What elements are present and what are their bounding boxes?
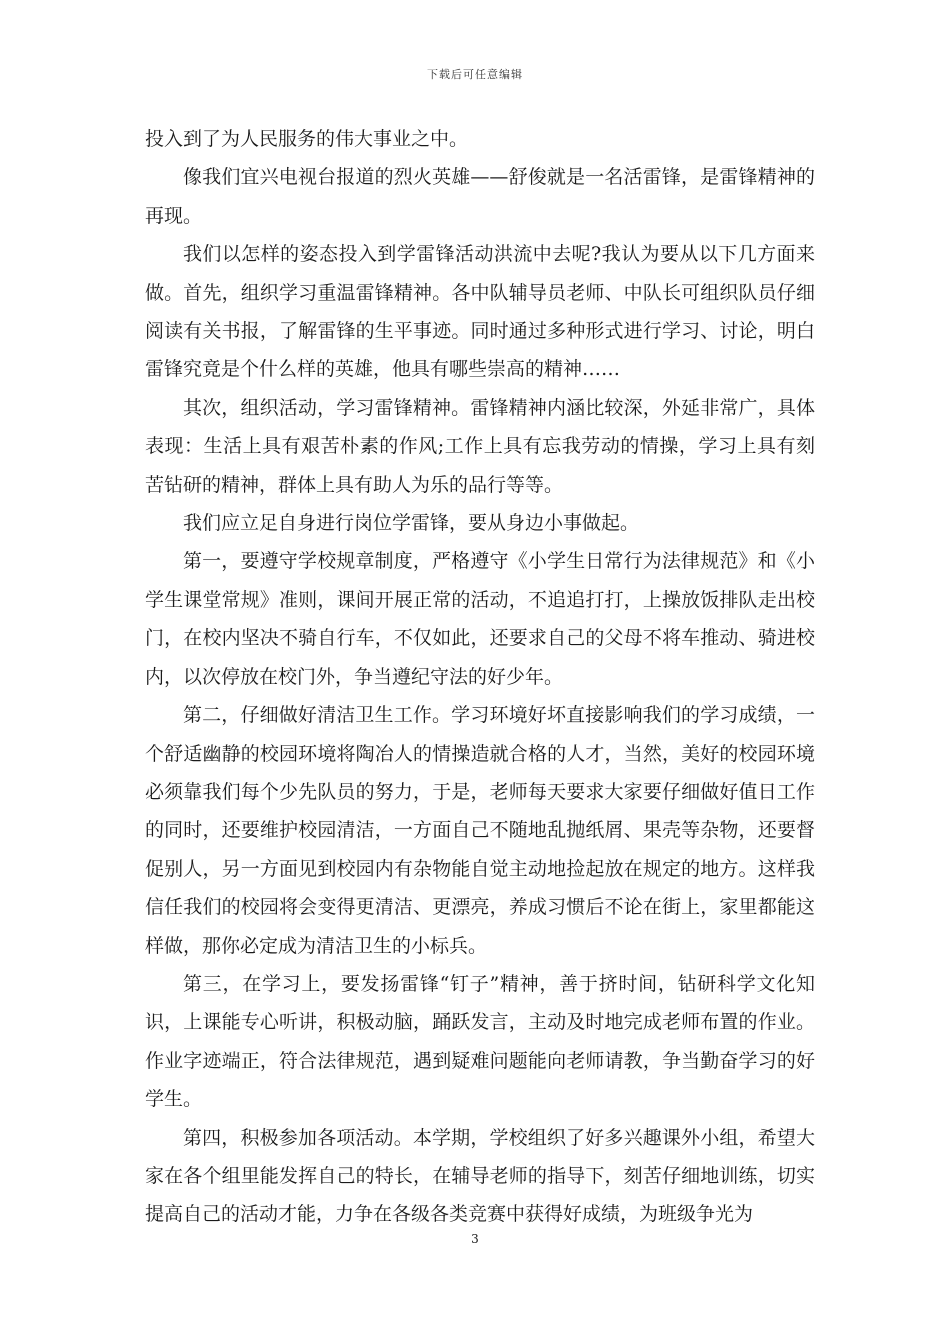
paragraph: 第一，要遵守学校规章制度，严格遵守《小学生日常行为法律规范》和《小学生课堂常规》准则，课间开展正常的活动，不追追打打，上操放饭排队走出校门，在校内坚决不骑自行车，不仅如此，还要求自己的父母不将车推动、骑进校内，以次停放在校门外，争当遵纪守法的好少年。 bbox=[145, 550, 815, 688]
paragraph: 像我们宜兴电视台报道的烈火英雄——舒俊就是一名活雷锋，是雷锋精神的再现。 bbox=[145, 166, 815, 227]
paragraph: 第三，在学习上，要发扬雷锋“钉子”精神，善于挤时间，钻研科学文化知识，上课能专心听讲，积极动脑，踊跃发言，主动及时地完成老师布置的作业。作业字迹端正，符合法律规范，遇到疑难问题能向老师请教，争当勤奋学习的好学生。 bbox=[145, 972, 815, 1111]
page-header: 下载后可任意编辑 bbox=[427, 68, 523, 81]
paragraph: 我们以怎样的姿态投入到学雷锋活动洪流中去呢?我认为要从以下几方面来做。首先，组织学习重温雷锋精神。各中队辅导员老师、中队长可组织队员仔细阅读有关书报，了解雷锋的生平事迹。同时通过多种形式进行学习、讨论，明白雷锋究竟是个什么样的英雄，他具有哪些崇高的精神…… bbox=[145, 243, 815, 381]
page-number: 3 bbox=[471, 1232, 479, 1246]
paragraph: 第二，仔细做好清洁卫生工作。学习环境好坏直接影响我们的学习成绩，一个舒适幽静的校园环境将陶冶人的情操造就合格的人才，当然，美好的校园环境必须靠我们每个少先队员的努力，于是，老师每天要求大家要仔细做好值日工作的同时，还要维护校园清洁，一方面自己不随地乱抛纸屑、果壳等杂物，还要督促别人，另一方面见到校园内有杂物能自觉主动地捡起放在规定的地方。这样我信任我们的校园将会变得更清洁、更漂亮，养成习惯后不论在街上，家里都能这样做，那你必定成为清洁卫生的小标兵。 bbox=[145, 704, 815, 957]
paragraph: 其次，组织活动，学习雷锋精神。雷锋精神内涵比较深，外延非常广，具体表现：生活上具有艰苦朴素的作风;工作上具有忘我劳动的情操，学习上具有刻苦钻研的精神，群体上具有助人为乐的品行等等。 bbox=[145, 396, 815, 496]
document-body bbox=[145, 120, 815, 1234]
paragraph: 投入到了为人民服务的伟大事业之中。 bbox=[145, 128, 469, 150]
paragraph: 第四，积极参加各项活动。本学期，学校组织了好多兴趣课外小组，希望大家在各个组里能发挥自己的特长，在辅导老师的指导下，刻苦仔细地训练，切实提高自己的活动才能，力争在各级各类竞赛中获得好成绩，为班级争光为 bbox=[145, 1126, 815, 1226]
paragraph: 我们应立足自身进行岗位学雷锋，要从身边小事做起。 bbox=[183, 512, 640, 535]
